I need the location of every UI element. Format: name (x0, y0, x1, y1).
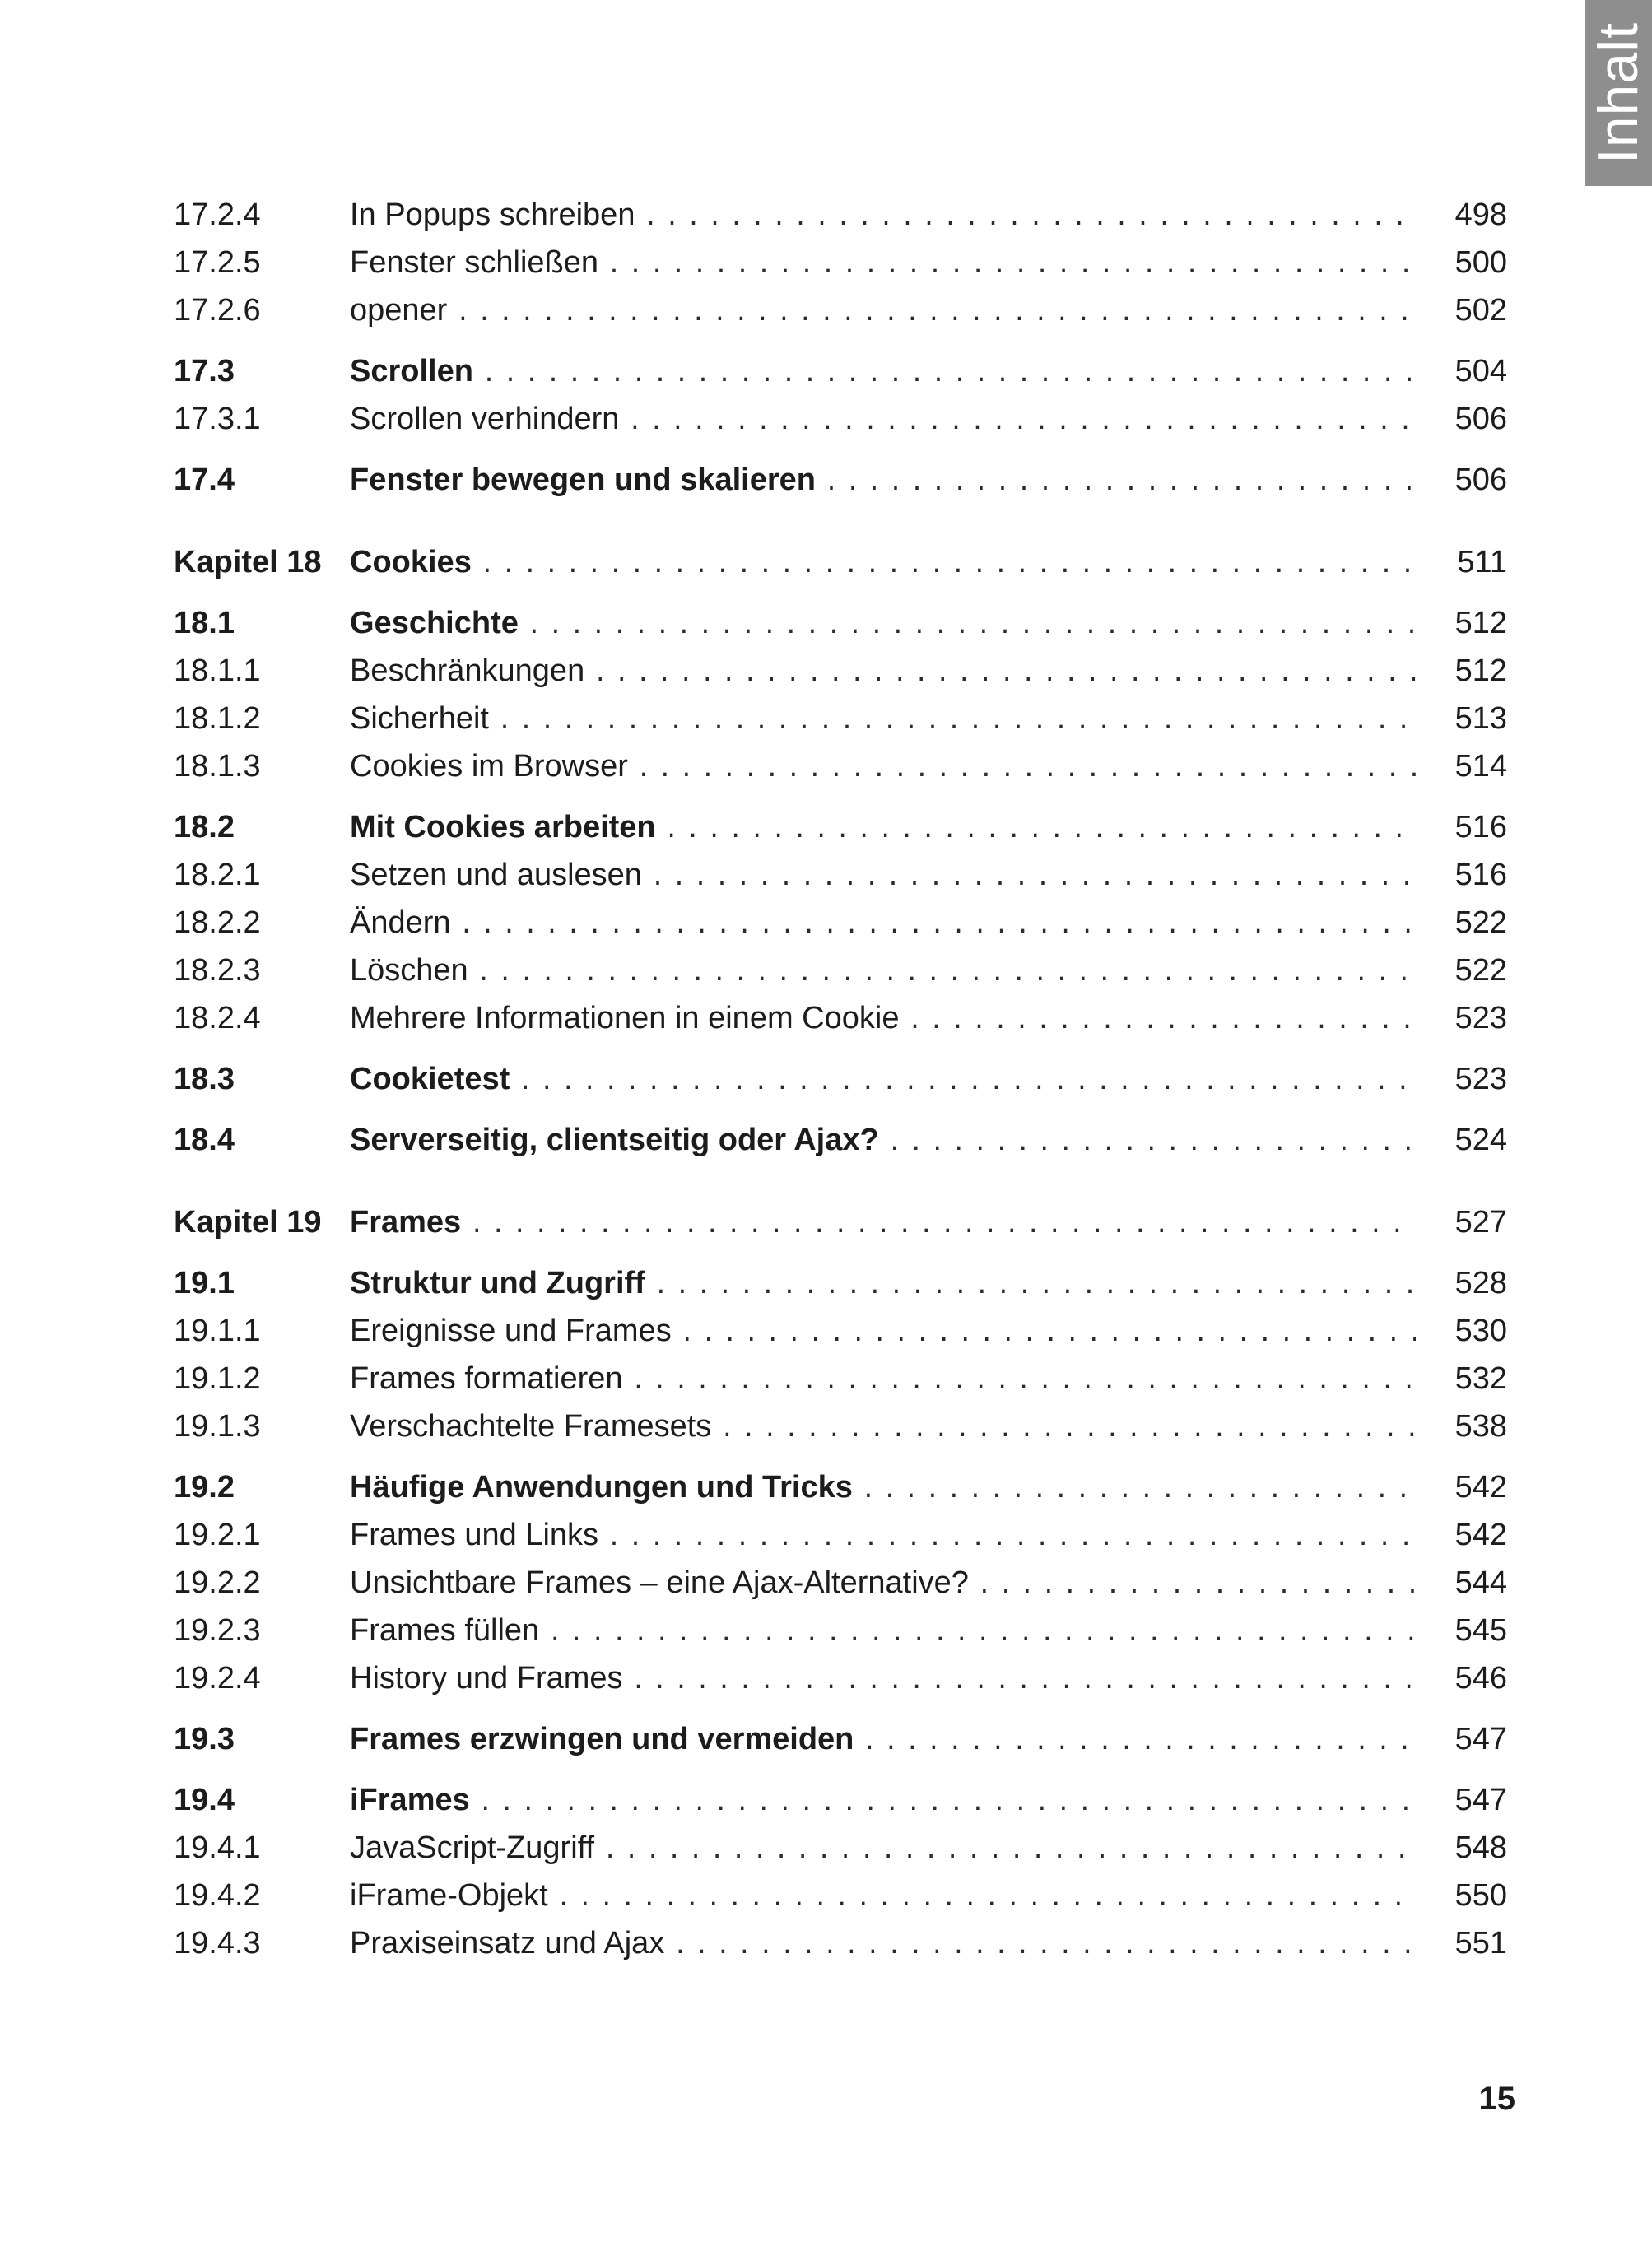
toc-entry (174, 1198, 1507, 1246)
toc-entry (174, 803, 1507, 851)
toc-entry (174, 1259, 1507, 1307)
toc-entry-title: iFrames (350, 1783, 470, 1817)
toc-entry-number: 18.3 (174, 1062, 235, 1096)
dot-leader (556, 1876, 1416, 1923)
toc-entry (174, 1776, 1507, 1824)
toc-entry-title: Beschränkungen (350, 654, 585, 688)
dot-leader (631, 1658, 1416, 1706)
toc-entry-number: 17.2.4 (174, 198, 261, 232)
section-tab (1585, 0, 1652, 186)
toc-entry-title: opener (350, 293, 448, 328)
toc-entry-page: 513 (1454, 701, 1507, 736)
dot-leader (469, 1202, 1415, 1250)
toc-entry-page: 547 (1454, 1722, 1507, 1756)
toc-entry-page: 544 (1454, 1565, 1507, 1600)
toc-entry-title: Mit Cookies arbeiten (350, 810, 656, 844)
dot-leader (482, 351, 1416, 399)
toc-entry-page: 522 (1454, 905, 1507, 940)
toc-entry (174, 1559, 1507, 1607)
toc-entry (174, 191, 1507, 239)
dot-leader (636, 747, 1416, 794)
toc-entry-number: 19.2.3 (174, 1613, 261, 1648)
toc-entry (174, 1355, 1507, 1402)
toc-entry (174, 695, 1507, 742)
page-number: 15 (1478, 2081, 1515, 2117)
dot-leader (497, 699, 1416, 747)
dot-leader (480, 542, 1417, 590)
toc-entry-title: Fenster bewegen und skalieren (350, 463, 816, 497)
toc-entry (174, 599, 1507, 647)
dot-leader (643, 195, 1415, 243)
dot-leader (607, 243, 1416, 291)
toc-entry-number: 18.2 (174, 810, 235, 844)
section-tab-label: Inhalt (1587, 21, 1650, 165)
dot-leader (672, 1923, 1415, 1971)
toc-entry-page: 551 (1454, 1926, 1507, 1961)
toc-entry-page: 524 (1454, 1123, 1507, 1157)
toc-entry-title: Mehrere Informationen in einem Cookie (350, 1001, 900, 1035)
toc-entry-page: 512 (1454, 606, 1507, 640)
dot-leader (593, 651, 1415, 699)
toc-entry (174, 1824, 1507, 1872)
dot-leader (455, 291, 1415, 338)
toc-entry-title: Cookies im Browser (350, 749, 628, 784)
toc-entry-page: 522 (1454, 953, 1507, 988)
dot-leader (654, 1263, 1416, 1311)
toc-entry-number: 19.4.2 (174, 1878, 261, 1913)
toc-entry-title: Frames erzwingen und vermeiden (350, 1722, 854, 1756)
toc-entry-title: Unsichtbare Frames – eine Ajax-Alternative? (350, 1565, 969, 1600)
toc-entry-page: 545 (1454, 1613, 1507, 1648)
toc-entry (174, 347, 1507, 395)
toc-entry-page: 498 (1454, 198, 1507, 232)
toc-entry (174, 1307, 1507, 1355)
toc-entry-number: 19.1.3 (174, 1409, 261, 1444)
toc-entry-number: 18.1.1 (174, 654, 261, 688)
toc-entry-title: Frames formatieren (350, 1361, 623, 1396)
toc-entry (174, 647, 1507, 695)
dot-leader (861, 1468, 1416, 1515)
toc-entry-number: 19.2 (174, 1470, 235, 1505)
toc-entry-page: 511 (1457, 545, 1507, 579)
toc-entry-page: 550 (1454, 1878, 1507, 1913)
toc-entry-page: 516 (1454, 858, 1507, 892)
toc-entry (174, 1402, 1507, 1450)
toc-entry-number: 18.1.3 (174, 749, 261, 784)
toc-entry-page: 502 (1454, 293, 1507, 328)
toc-entry-page: 546 (1454, 1661, 1507, 1695)
toc-entry-page: 547 (1454, 1783, 1507, 1817)
toc-entry (174, 851, 1507, 899)
toc-entry-title: Verschachtelte Framesets (350, 1409, 712, 1444)
toc-entry-number: 17.3 (174, 354, 235, 388)
toc-entry-number: 19.2.2 (174, 1565, 261, 1600)
toc-entry (174, 899, 1507, 947)
toc-entry-title: History und Frames (350, 1661, 623, 1695)
toc-entry-title: Cookietest (350, 1062, 510, 1096)
toc-entry-title: Geschichte (350, 606, 519, 640)
toc-entry-page: 538 (1454, 1409, 1507, 1444)
toc-entry-title: Sicherheit (350, 701, 489, 736)
dot-leader (824, 460, 1416, 508)
toc-entry-title: Scrollen (350, 354, 473, 388)
toc-entry-title: Praxiseinsatz und Ajax (350, 1926, 665, 1961)
dot-leader (680, 1311, 1416, 1359)
dot-leader (477, 951, 1416, 998)
toc-entry-number: 17.2.5 (174, 245, 261, 280)
toc-entry-number: 19.3 (174, 1722, 235, 1756)
toc-entry-number: 18.4 (174, 1123, 235, 1157)
table-of-contents (174, 191, 1507, 1967)
toc-entry-number: 18.2.2 (174, 905, 261, 940)
dot-leader (887, 1120, 1416, 1168)
dot-leader (627, 399, 1415, 447)
toc-entry-page: 512 (1454, 654, 1507, 688)
toc-entry-title: Frames (350, 1205, 462, 1240)
dot-leader (607, 1515, 1416, 1563)
toc-entry-number: Kapitel 18 (174, 545, 322, 579)
toc-entry-title: Ereignisse und Frames (350, 1314, 672, 1348)
dot-leader (719, 1407, 1415, 1454)
toc-entry-number: 19.1.2 (174, 1361, 261, 1396)
toc-entry-title: iFrame-Objekt (350, 1878, 548, 1913)
toc-entry-page: 506 (1454, 463, 1507, 497)
dot-leader (478, 1780, 1416, 1828)
toc-entry (174, 1654, 1507, 1702)
toc-entry (174, 1607, 1507, 1654)
toc-entry (174, 1715, 1507, 1763)
dot-leader (650, 855, 1416, 903)
toc-entry-page: 514 (1454, 749, 1507, 784)
toc-entry-title: Ändern (350, 905, 451, 940)
toc-entry-number: 17.3.1 (174, 402, 261, 436)
dot-leader (977, 1563, 1416, 1611)
toc-entry-number: 18.1.2 (174, 701, 261, 736)
toc-entry-number: 18.2.1 (174, 858, 261, 892)
toc-entry-title: Löschen (350, 953, 468, 988)
toc-entry-page: 530 (1454, 1314, 1507, 1348)
toc-entry-number: 18.2.4 (174, 1001, 261, 1035)
toc-entry-page: 506 (1454, 402, 1507, 436)
toc-entry (174, 994, 1507, 1042)
toc-entry-page: 532 (1454, 1361, 1507, 1396)
toc-entry-title: Scrollen verhindern (350, 402, 620, 436)
toc-entry-number: 19.2.1 (174, 1518, 261, 1552)
dot-leader (459, 903, 1416, 951)
toc-entry-title: Frames füllen (350, 1613, 540, 1648)
toc-entry-title: Häufige Anwendungen und Tricks (350, 1470, 853, 1505)
toc-entry-number: 17.2.6 (174, 293, 261, 328)
toc-entry-number: 19.4.3 (174, 1926, 261, 1961)
toc-entry-number: 19.4 (174, 1783, 235, 1817)
toc-entry (174, 286, 1507, 334)
dot-leader (907, 998, 1415, 1046)
toc-entry (174, 947, 1507, 994)
toc-entry-number: 19.4.1 (174, 1830, 261, 1865)
toc-entry-number: 19.1 (174, 1266, 235, 1300)
toc-entry-page: 504 (1454, 354, 1507, 388)
toc-entry (174, 1511, 1507, 1559)
toc-entry (174, 1872, 1507, 1919)
toc-entry-number: 19.2.4 (174, 1661, 261, 1695)
dot-leader (518, 1059, 1415, 1107)
toc-entry-title: Struktur und Zugriff (350, 1266, 645, 1300)
dot-leader (862, 1719, 1415, 1767)
toc-entry-page: 516 (1454, 810, 1507, 844)
toc-entry-number: 18.2.3 (174, 953, 261, 988)
toc-entry-number: 19.1.1 (174, 1314, 261, 1348)
toc-entry-title: JavaScript-Zugriff (350, 1830, 595, 1865)
toc-entry-number: Kapitel 19 (174, 1205, 322, 1240)
toc-entry-page: 548 (1454, 1830, 1507, 1865)
dot-leader (664, 807, 1416, 855)
toc-entry (174, 538, 1507, 586)
toc-entry (174, 1463, 1507, 1511)
toc-entry-title: Cookies (350, 545, 472, 579)
toc-entry (174, 1055, 1507, 1103)
toc-entry-page: 523 (1454, 1062, 1507, 1096)
toc-entry-number: 18.1 (174, 606, 235, 640)
toc-entry-page: 527 (1454, 1205, 1507, 1240)
dot-leader (603, 1828, 1416, 1876)
toc-entry-page: 542 (1454, 1470, 1507, 1505)
toc-entry (174, 1116, 1507, 1164)
toc-entry (174, 456, 1507, 504)
toc-entry-page: 500 (1454, 245, 1507, 280)
toc-entry-number: 17.4 (174, 463, 235, 497)
dot-leader (631, 1359, 1416, 1407)
toc-entry-title: In Popups schreiben (350, 198, 635, 232)
toc-entry (174, 395, 1507, 443)
toc-entry (174, 1919, 1507, 1967)
toc-entry-title: Serverseitig, clientseitig oder Ajax? (350, 1123, 879, 1157)
toc-entry (174, 742, 1507, 790)
toc-entry (174, 239, 1507, 286)
toc-entry-title: Setzen und auslesen (350, 858, 642, 892)
toc-entry-page: 528 (1454, 1266, 1507, 1300)
toc-entry-title: Fenster schließen (350, 245, 599, 280)
toc-entry-page: 523 (1454, 1001, 1507, 1035)
toc-entry-page: 542 (1454, 1518, 1507, 1552)
toc-entry-title: Frames und Links (350, 1518, 599, 1552)
dot-leader (527, 603, 1416, 651)
dot-leader (547, 1611, 1415, 1658)
